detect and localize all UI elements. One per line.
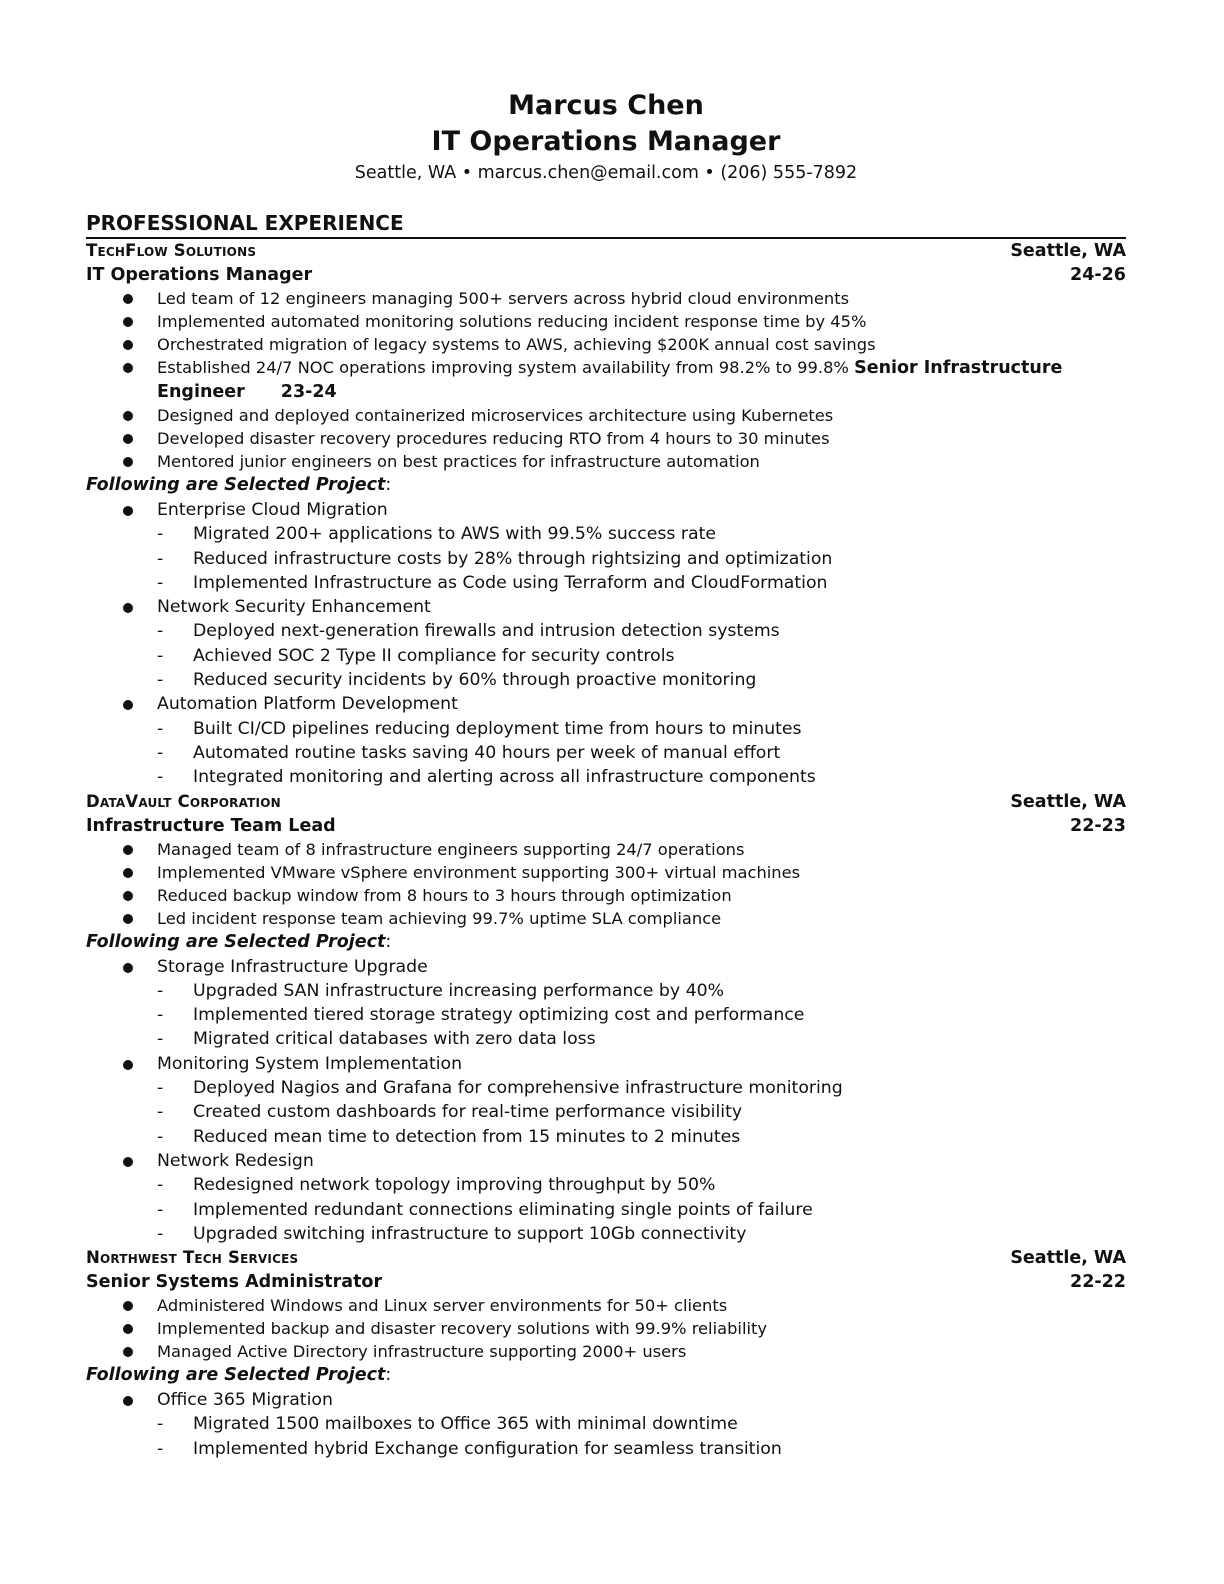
bullet-item — [86, 356, 1126, 404]
job-entry — [86, 1246, 1126, 1461]
projects-label-text: Following are Selected Project — [86, 475, 386, 495]
job-location: Seattle, WA — [1010, 241, 1126, 261]
detail-item: - Implemented Infrastructure as Code using Terraform and CloudFormation — [157, 571, 1126, 595]
detail-item: - Implemented redundant connections eliminating single points of failure — [157, 1198, 1126, 1222]
project-details — [157, 717, 1126, 790]
detail-item: - Implemented hybrid Exchange configuration for seamless transition — [157, 1437, 1126, 1461]
detail-item: - Reduced mean time to detection from 15 minutes to 2 minutes — [157, 1125, 1126, 1149]
candidate-title: IT Operations Manager — [431, 126, 781, 157]
project-details — [157, 619, 1126, 692]
job-location: Seattle, WA — [1010, 1248, 1126, 1269]
company-name: DataVault Corporation — [86, 791, 281, 811]
project-name: Enterprise Cloud Migration — [157, 500, 388, 520]
projects-label-colon: : — [385, 931, 392, 952]
bullet-item: Led incident response team achieving 99.7% uptime SLA compliance — [86, 907, 1126, 930]
projects-label — [86, 1363, 1126, 1388]
project-item — [86, 595, 1126, 692]
project-item — [86, 1388, 1126, 1461]
detail-item: - Migrated 200+ applications to AWS with 99.5% success rate — [157, 522, 1126, 546]
project-list — [86, 1388, 1126, 1461]
detail-item: - Built CI/CD pipelines reducing deployment time from hours to minutes — [157, 717, 1126, 741]
project-item — [86, 955, 1126, 1052]
project-name: Storage Infrastructure Upgrade — [157, 956, 428, 977]
project-details — [157, 522, 1126, 595]
project-details — [157, 1412, 1126, 1461]
detail-item: - Automated routine tasks saving 40 hours per week of manual effort — [157, 741, 1126, 765]
job-dates: 22-23 — [1070, 815, 1126, 836]
project-name: Network Redesign — [157, 1150, 314, 1171]
project-name: Network Security Enhancement — [157, 597, 431, 618]
project-item — [86, 1052, 1126, 1149]
detail-item: - Reduced security incidents by 60% through proactive monitoring — [157, 668, 1126, 692]
job-role-row — [86, 263, 1126, 287]
bullet-item: Reduced backup window from 8 hours to 3 hours through optimization — [86, 884, 1126, 907]
projects-label — [86, 473, 1126, 498]
bullet-item: Implemented backup and disaster recovery solutions with 99.9% reliability — [86, 1317, 1126, 1340]
job-entry — [86, 239, 1126, 790]
bullet-item: Mentored junior engineers on best practices for infrastructure automation — [86, 450, 1126, 473]
inline-dates: 23-24 — [280, 382, 337, 402]
job-dates: 22-22 — [1070, 1272, 1126, 1293]
bullet-item: Managed team of 8 infrastructure engineers supporting 24/7 operations — [86, 838, 1126, 861]
job-role-row — [86, 1270, 1126, 1294]
job-bullets — [86, 1294, 1126, 1363]
candidate-name: Marcus Chen — [508, 90, 704, 121]
detail-item: - Created custom dashboards for real-time performance visibility — [157, 1100, 1126, 1124]
contact-line: Seattle, WA • marcus.chen@email.com • (206) 555-7892 — [354, 163, 858, 183]
project-name: Automation Platform Development — [157, 694, 458, 715]
bullet-text: Established 24/7 NOC operations improving system availability from 98.2% to 99.8% — [157, 358, 849, 377]
project-details — [157, 1076, 1126, 1149]
bullet-item: Implemented VMware vSphere environment supporting 300+ virtual machines — [86, 861, 1126, 884]
company-name: TechFlow Solutions — [86, 241, 257, 260]
section-heading: PROFESSIONAL EXPERIENCE — [86, 210, 1126, 239]
bullet-item: Administered Windows and Linux server environments for 50+ clients — [86, 1294, 1126, 1317]
projects-label — [86, 930, 1126, 955]
project-details — [157, 1173, 1126, 1246]
job-role: Senior Systems Administrator — [86, 1272, 383, 1293]
project-list — [86, 955, 1126, 1247]
project-item — [86, 498, 1126, 595]
detail-item: - Upgraded switching infrastructure to support 10Gb connectivity — [157, 1222, 1126, 1246]
detail-item: - Migrated 1500 mailboxes to Office 365 with minimal downtime — [157, 1412, 1126, 1436]
project-details — [157, 979, 1126, 1052]
project-name: Office 365 Migration — [157, 1390, 333, 1411]
projects-label-text: Following are Selected Project — [86, 931, 386, 952]
detail-item: - Upgraded SAN infrastructure increasing performance by 40% — [157, 979, 1126, 1003]
job-company-row — [86, 239, 1126, 263]
detail-item: - Integrated monitoring and alerting across all infrastructure components — [157, 765, 1126, 789]
detail-item: - Redesigned network topology improving throughput by 50% — [157, 1173, 1126, 1197]
detail-item: - Deployed Nagios and Grafana for comprehensive infrastructure monitoring — [157, 1076, 1126, 1100]
project-item — [86, 692, 1126, 789]
job-bullets — [86, 287, 1126, 473]
bullet-item: Orchestrated migration of legacy systems to AWS, achieving $200K annual cost savings — [86, 333, 1126, 356]
job-entry — [86, 790, 1126, 1247]
projects-label-colon: : — [385, 1365, 392, 1386]
projects-label-colon: : — [385, 475, 392, 495]
bullet-item: Designed and deployed containerized microservices architecture using Kubernetes — [86, 404, 1126, 427]
detail-item: - Reduced infrastructure costs by 28% through rightsizing and optimization — [157, 547, 1126, 571]
job-role: Infrastructure Team Lead — [86, 815, 336, 836]
project-name: Monitoring System Implementation — [157, 1053, 463, 1074]
job-role-row — [86, 814, 1126, 838]
bullet-item: Led team of 12 engineers managing 500+ servers across hybrid cloud environments — [86, 287, 1126, 310]
detail-item: - Implemented tiered storage strategy optimizing cost and performance — [157, 1003, 1126, 1027]
detail-item: - Migrated critical databases with zero data loss — [157, 1027, 1126, 1051]
projects-label-text: Following are Selected Project — [86, 1365, 386, 1386]
resume-header — [86, 88, 1126, 186]
bullet-item: Managed Active Directory infrastructure supporting 2000+ users — [86, 1340, 1126, 1363]
project-item — [86, 1149, 1126, 1246]
job-dates: 24-26 — [1070, 265, 1126, 285]
job-role: IT Operations Manager — [86, 265, 313, 285]
bullet-item: Developed disaster recovery procedures reducing RTO from 4 hours to 30 minutes — [86, 427, 1126, 450]
job-location: Seattle, WA — [1010, 791, 1126, 812]
job-company-row — [86, 790, 1126, 814]
company-name: Northwest Tech Services — [86, 1248, 299, 1268]
detail-item: - Achieved SOC 2 Type II compliance for security controls — [157, 644, 1126, 668]
detail-item: - Deployed next-generation firewalls and intrusion detection systems — [157, 619, 1126, 643]
inline-role: Senior Infrastructure Engineer — [157, 358, 1063, 402]
project-list — [86, 498, 1126, 790]
job-company-row — [86, 1246, 1126, 1270]
job-bullets — [86, 838, 1126, 930]
bullet-item: Implemented automated monitoring solutions reducing incident response time by 45% — [86, 310, 1126, 333]
